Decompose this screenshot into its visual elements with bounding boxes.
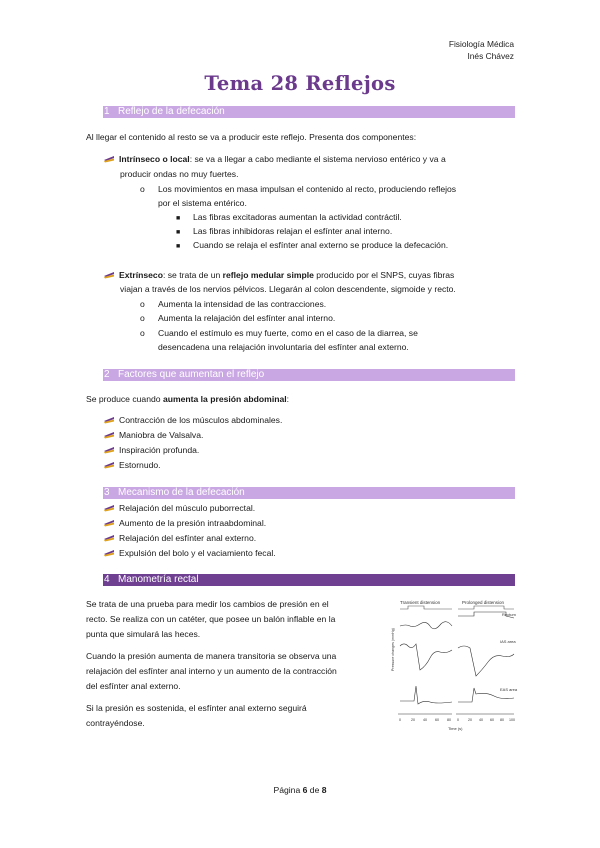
bullet-icon (103, 445, 115, 454)
x-tick: 100 (509, 718, 515, 722)
s1-intrinseco-line2: producir ondas no muy fuertes. (120, 169, 239, 179)
s1-sub1-line2: por el sistema entérico. (158, 198, 247, 208)
x-tick: 40 (423, 718, 427, 722)
bullet-icon (103, 154, 115, 163)
page-footer: Página 6 de 8 (273, 785, 327, 795)
figure-ylabel: Pressure changes (mmHg) (391, 628, 395, 671)
list-item: Inspiración profunda. (103, 443, 199, 458)
circle-bullet-icon: o (140, 184, 145, 194)
circle-bullet-icon: o (140, 328, 145, 338)
manometry-figure (390, 596, 518, 736)
list-item: Maniobra de Valsalva. (103, 428, 203, 443)
bullet-icon (103, 503, 115, 512)
s1-e3-line2: desencadena una relajación involuntaria del esfínter anal externo. (158, 342, 409, 352)
s1-extrinseco-line2: viajan a través de los nervios pélvicos. Llegarán al colon descendente, sigmoide y recto. (120, 284, 456, 294)
x-tick: 0 (457, 718, 459, 722)
bullet-icon (103, 270, 115, 279)
trace-label-eas: EAS area (500, 687, 518, 692)
s4-p1-line3: punta que simulará las heces. (86, 629, 201, 639)
figure-xlabel: Time (s) (448, 726, 463, 731)
circle-bullet-icon: o (140, 299, 145, 309)
figure-label-transient: Transient distension (400, 600, 441, 605)
s4-p1-line1: Se trata de una prueba para medir los cambios de presión en el (86, 599, 329, 609)
s4-p2-line3: del esfínter anal externo. (86, 681, 181, 691)
x-tick: 80 (447, 718, 451, 722)
s4-p3-line1: Si la presión es sostenida, el esfínter anal externo seguirá (86, 703, 307, 713)
x-tick: 60 (435, 718, 439, 722)
trace-label-rectum: Rectum (502, 612, 516, 617)
bullet-icon (103, 415, 115, 424)
s1-sq2: ■ Las fibras inhibidoras relajan el esfínter anal interno. (176, 224, 392, 240)
s1-e1: o Aumenta la intensidad de las contracciones. (140, 297, 326, 312)
square-bullet-icon: ■ (176, 229, 181, 236)
s4-p1-line2: recto. Se realiza con un catéter, que posee un balón inflable en la (86, 614, 336, 624)
x-tick: 20 (468, 718, 472, 722)
stimulus-transient (400, 606, 452, 609)
section-heading-1: 1 Reflejo de la defecación (103, 106, 515, 118)
s1-sq3: ■ Cuando se relaja el esfínter anal externo se produce la defecación. (176, 238, 448, 254)
s1-sub1: o Los movimientos en masa impulsan el contenido al recto, produciendo reflejos (140, 182, 456, 197)
section-heading-2: 2 Factores que aumentan el reflejo (103, 369, 515, 381)
stimulus-prolonged (458, 606, 514, 609)
square-bullet-icon: ■ (176, 243, 181, 250)
trace-ias-right (458, 646, 514, 676)
s1-sq1: ■ Las fibras excitadoras aumentan la actividad contráctil. (176, 210, 402, 226)
list-item: Contracción de los músculos abdominales. (103, 413, 282, 428)
list-item: Relajación del músculo puborrectal. (103, 501, 255, 516)
bullet-icon (103, 518, 115, 527)
x-tick: 0 (399, 718, 401, 722)
s4-p2-line1: Cuando la presión aumenta de manera transitoria se observa una (86, 651, 337, 661)
section-heading-4: 4 Manometría rectal (103, 574, 515, 586)
x-tick: 20 (411, 718, 415, 722)
circle-bullet-icon: o (140, 313, 145, 323)
s2-intro: Se produce cuando aumenta la presión abdominal: (86, 394, 290, 404)
s1-e3: o Cuando el estímulo es muy fuerte, como en el caso de la diarrea, se (140, 326, 418, 341)
list-item: Aumento de la presión intraabdominal. (103, 516, 266, 531)
x-tick: 40 (479, 718, 483, 722)
s1-e2: o Aumenta la relajación del esfínter anal interno. (140, 311, 335, 326)
trace-label-ias: IAS area (500, 639, 516, 644)
list-item: Expulsión del bolo y el vaciamiento fecal. (103, 546, 276, 561)
bullet-icon (103, 430, 115, 439)
s1-extrinseco: Extrínseco: se trata de un reflejo medular simple producido por el SNPS, cuyas fibras (103, 268, 515, 283)
bullet-icon (103, 460, 115, 469)
figure-label-prolonged: Prolonged distension (462, 600, 505, 605)
x-tick: 60 (490, 718, 494, 722)
x-tick: 80 (500, 718, 504, 722)
trace-rectum-left (400, 622, 452, 629)
bullet-icon (103, 533, 115, 542)
page-title: Tema 28 Reflejos (204, 72, 396, 95)
section-heading-3: 3 Mecanismo de la defecación (103, 487, 515, 499)
s4-p3-line2: contrayéndose. (86, 718, 145, 728)
list-item: Estornudo. (103, 458, 161, 473)
list-item: Relajación del esfínter anal externo. (103, 531, 256, 546)
square-bullet-icon: ■ (176, 215, 181, 222)
bullet-icon (103, 548, 115, 557)
trace-eas-left (400, 686, 452, 704)
header-author: Inés Chávez (467, 51, 514, 61)
s1-intrinseco: Intrínseco o local: se va a llegar a cabo mediante el sistema nervioso entérico y va a (103, 152, 515, 167)
s1-intro: Al llegar el contenido al resto se va a producir este reflejo. Presenta dos componentes: (86, 132, 417, 142)
header-subject: Fisiología Médica (448, 39, 514, 49)
trace-ias-left (400, 644, 452, 670)
s4-p2-line2: relajación del esfínter anal interno y un aumento de la contracción (86, 666, 337, 676)
